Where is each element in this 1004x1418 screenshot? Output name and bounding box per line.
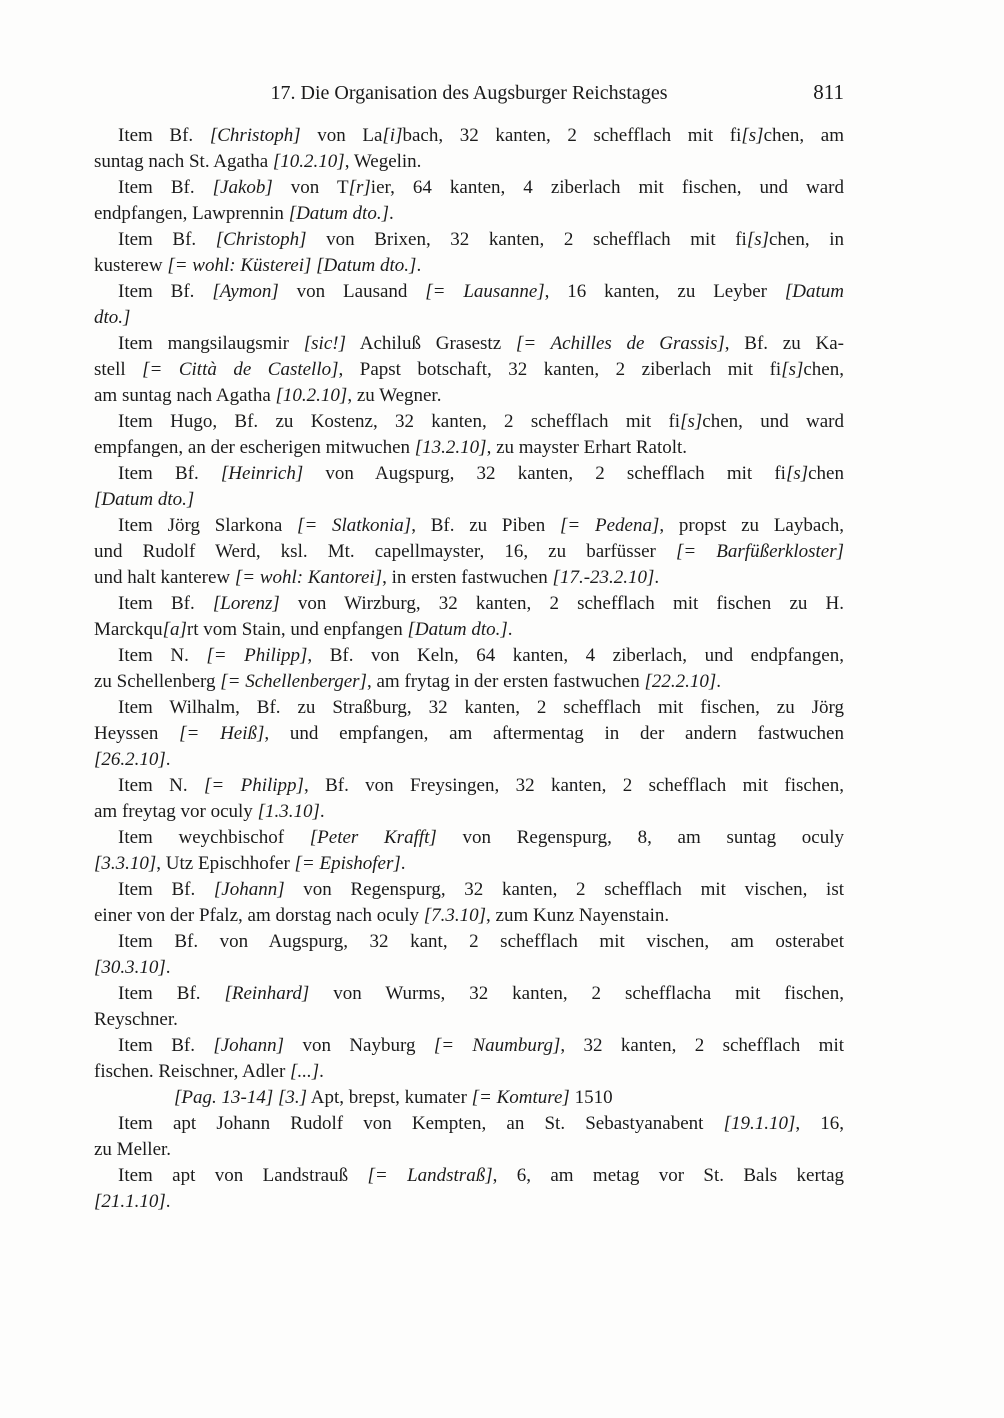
text-segment: , und empfangen, am aftermentag in der andern fastwuchen [264,723,844,744]
text-segment: fischen. Reischner, Adler [94,1061,291,1082]
editorial-note: [Datum [784,281,844,302]
text-segment: , Bf. von Freysingen, 32 kanten, 2 schefflach mit fischen, [303,775,844,796]
text-line [94,773,844,799]
editorial-note: [s] [741,125,764,146]
text-segment: zu Schellenberg [94,671,221,692]
text-line [94,851,844,877]
text-segment: , am frytag in der ersten fastwuchen [366,671,645,692]
text-segment: chen, am [763,125,844,146]
text-segment: , 16, [795,1113,844,1134]
text-segment: von T [272,177,349,198]
text-segment: . [716,671,722,692]
text-segment: von Regenspurg, 32 kanten, 2 schefflach mit vischen, ist [284,879,844,900]
text-segment: empfangen, an der escherigen mitwuchen [94,437,415,458]
editorial-note: [r] [348,177,371,198]
text-line [94,643,844,669]
editorial-note: [3.3.10] [94,853,157,874]
text-segment: von Wurms, 32 kanten, 2 schefflacha mit fischen, [309,983,844,1004]
text-line [94,435,844,461]
text-line [94,1111,844,1137]
text-block [94,123,844,1215]
text-segment: Item Hugo, Bf. zu Kostenz, 32 kanten, 2 schefflach mit fi [118,411,681,432]
text-line [94,357,844,383]
editorial-note: [13.2.10] [414,437,487,458]
text-segment: 1510 [569,1087,613,1108]
text-segment: von Augspurg, 32 kanten, 2 schefflach mit fi [303,463,786,484]
text-segment: Item Bf. [118,983,225,1004]
text-segment: chen [808,463,844,484]
text-line [94,1059,844,1085]
text-line [94,175,844,201]
text-segment: chen, und ward [702,411,844,432]
editorial-note: [a] [162,619,187,640]
text-line [94,565,844,591]
text-line [94,487,844,513]
editorial-note: [26.2.10] [94,749,166,770]
text-area [94,80,844,1215]
text-line [94,383,844,409]
text-segment: , 32 kanten, 2 schefflach mit [560,1035,844,1056]
text-segment: . [319,1061,324,1082]
editorial-note: [Jakob] [212,177,273,198]
text-line [94,929,844,955]
text-segment: , zum Kunz Nayenstain. [486,905,670,926]
text-line [94,903,844,929]
text-segment: von Brixen, 32 kanten, 2 schefflach mit fi [306,229,747,250]
editorial-note: [19.1.10] [723,1113,796,1134]
text-segment: . [416,255,422,276]
editorial-note: [s] [785,463,809,484]
editorial-note: [10.2.10] [275,385,348,406]
text-line [94,669,844,695]
text-segment: von Regenspurg, 8, am suntag oculy [436,827,844,848]
text-line [94,513,844,539]
text-line [94,799,844,825]
text-segment: , propst zu Laybach, [659,515,844,536]
text-segment: , Bf. zu Piben [411,515,560,536]
text-segment: chen, [803,359,844,380]
text-segment: Item Bf. [118,229,216,250]
text-segment: . [400,853,406,874]
text-segment: ier, 64 kanten, 4 ziberlach mit fischen, und ward [370,177,844,198]
editorial-note: [= Barfüßerkloster] [675,541,844,562]
text-segment: , Bf. zu Ka- [724,333,844,354]
text-line [94,1137,844,1163]
text-line [94,617,844,643]
page-number: 811 [813,80,844,104]
editorial-note: dto.] [94,307,131,328]
text-segment: von La [300,125,383,146]
editorial-note: [Heinrich] [220,463,304,484]
text-segment: , Bf. von Keln, 64 kanten, 4 ziberlach, und endpfangen, [307,645,844,666]
text-line [94,227,844,253]
text-line [94,539,844,565]
text-segment: Item Jörg Slarkona [118,515,298,536]
text-segment: , Utz Epischhofer [156,853,295,874]
text-segment: Item Bf. [118,593,213,614]
text-segment: Item Bf. [118,177,213,198]
editorial-note: [= Philipp] [204,775,304,796]
text-line [94,877,844,903]
editorial-note: [Christoph] [215,229,307,250]
editorial-note: [22.2.10] [644,671,717,692]
editorial-note: [30.3.10] [94,957,166,978]
text-segment: . [165,957,171,978]
text-segment: , 6, am metag vor St. Bals kertag [492,1165,844,1186]
editorial-note: [= Landstraß] [367,1165,493,1186]
text-line [94,279,844,305]
text-line [94,591,844,617]
editorial-note: [7.3.10] [423,905,487,926]
text-segment: und Rudolf Werd, ksl. Mt. capellmayster, 16, zu barfüsser [94,541,676,562]
text-segment: Item Wilhalm, Bf. zu Straßburg, 32 kanten, 2 schefflach mit fischen, zu Jörg [118,697,844,718]
editorial-note: [Peter Krafft] [309,827,437,848]
editorial-note: [Johann] [213,1035,285,1056]
editorial-note: [s] [680,411,703,432]
text-segment: , zu Wegner. [347,385,442,406]
editorial-note: [Johann] [213,879,285,900]
text-segment: Item Bf. [118,879,214,900]
text-segment: . [507,619,513,640]
text-segment: am freytag vor oculy [94,801,258,822]
text-line [94,253,844,279]
editorial-note: [= Lausanne] [425,281,545,302]
text-line [94,305,844,331]
editorial-note: [= Schellenberger] [220,671,367,692]
editorial-note: [s] [746,229,769,250]
text-line [94,1189,844,1215]
text-line [94,955,844,981]
text-segment: bach, 32 kanten, 2 schefflach mit fi [402,125,742,146]
editorial-note: [= Slatkonia] [297,515,412,536]
text-segment: . [165,1191,171,1212]
editorial-note: [Datum dto.] [94,489,195,510]
editorial-note: [= wohl: Küsterei] [Datum dto.] [167,255,417,276]
text-segment: . [319,801,325,822]
text-segment: kusterew [94,255,168,276]
text-segment: Item N. [118,645,207,666]
text-line [94,409,844,435]
text-segment: , Wegelin. [344,151,422,172]
text-segment: , 16 kanten, zu Leyber [544,281,785,302]
editorial-note: [Pag. 13-14] [3.] [174,1087,308,1108]
text-segment: chen, in [769,229,844,250]
editorial-note: [Lorenz] [212,593,280,614]
editorial-note: [1.3.10] [257,801,320,822]
text-segment: rt vom Stain, und enpfangen [186,619,408,640]
text-segment: . [654,567,660,588]
text-segment: Item weychbischof [118,827,310,848]
editorial-note: [= wohl: Kantorei] [234,567,383,588]
editorial-note: [sic!] [303,333,346,354]
text-line [94,825,844,851]
text-line [94,695,844,721]
text-line [94,149,844,175]
editorial-note: [17.-23.2.10] [552,567,655,588]
text-line [94,1033,844,1059]
text-line [94,461,844,487]
text-segment: Item Bf. von Augspurg, 32 kant, 2 schefflach mit vischen, am osterabet [118,931,844,952]
text-segment: und halt kanterew [94,567,235,588]
text-segment: einer von der Pfalz, am dorstag nach oculy [94,905,424,926]
editorial-note: [Datum dto.] [407,619,508,640]
text-segment: Item Bf. [118,1035,214,1056]
editorial-note: [i] [382,125,403,146]
editorial-note: [= Heiß] [179,723,265,744]
text-line [94,201,844,227]
text-segment: von Lausand [278,281,426,302]
text-segment: Item apt von Landstrauß [118,1165,368,1186]
text-segment: Item apt Johann Rudolf von Kempten, an St. Sebastyanabent [118,1113,724,1134]
editorial-note: [= Epishofer] [294,853,401,874]
running-title: 17. Die Organisation des Augsburger Reichstages [270,82,668,104]
text-segment: Achiluß Grasestz [346,333,516,354]
text-segment: von Wirzburg, 32 kanten, 2 schefflach mit fischen zu H. [279,593,844,614]
text-segment: Apt, brepst, kumater [307,1087,472,1108]
text-segment: suntag nach St. Agatha [94,151,273,172]
editorial-note: [= Città de Castello] [142,359,339,380]
text-line [94,1163,844,1189]
page-header [94,80,844,106]
text-line [94,721,844,747]
editorial-note: [10.2.10] [272,151,345,172]
text-segment: . [388,203,394,224]
text-segment: Marckqu [94,619,163,640]
text-segment: endpfangen, Lawprennin [94,203,289,224]
editorial-note: [= Achilles de Grassis] [515,333,725,354]
text-segment: Item N. [118,775,205,796]
text-segment: Item Bf. [118,125,210,146]
text-segment: . [165,749,171,770]
editorial-note: [= Komture] [471,1087,570,1108]
text-segment: Heyssen [94,723,180,744]
editorial-note: [Datum dto.] [288,203,389,224]
editorial-note: [Christoph] [209,125,301,146]
text-line [94,331,844,357]
text-segment: am suntag nach Agatha [94,385,276,406]
text-line [94,1007,844,1033]
editorial-note: [= Pedena] [559,515,660,536]
editorial-note: [= Naumburg] [433,1035,561,1056]
editorial-note: [21.1.10] [94,1191,166,1212]
text-segment: von Nayburg [284,1035,434,1056]
text-segment: Item Bf. [118,281,213,302]
text-segment: , zu mayster Erhart Ratolt. [486,437,688,458]
text-line [94,123,844,149]
text-line [94,1085,844,1111]
text-segment: Item Bf. [118,463,221,484]
editorial-note: [s] [781,359,804,380]
text-segment: zu Meller. [94,1139,172,1160]
text-segment: , in ersten fastwuchen [382,567,553,588]
text-line [94,981,844,1007]
editorial-note: [...] [290,1061,320,1082]
text-segment: Item mangsilaugsmir [118,333,304,354]
text-segment: , Papst botschaft, 32 kanten, 2 ziberlach mit fi [338,359,782,380]
text-segment: stell [94,359,143,380]
editorial-note: [= Philipp] [206,645,308,666]
editorial-note: [Aymon] [212,281,279,302]
text-line [94,747,844,773]
editorial-note: [Reinhard] [224,983,310,1004]
text-segment: Reyschner. [94,1009,178,1030]
